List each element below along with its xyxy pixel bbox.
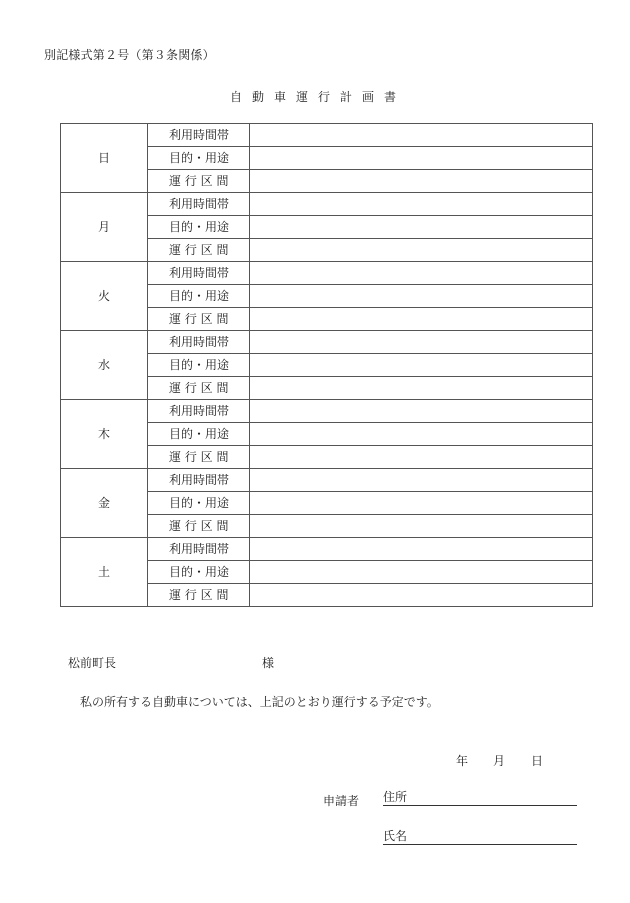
statement: 私の所有する自動車については、上記のとおり運行する予定です。 [80, 695, 439, 709]
applicant-label: 申請者 [323, 794, 360, 808]
item-label: 運 行 区 間 [148, 446, 250, 469]
day-label: 土 [61, 538, 148, 607]
value-field[interactable] [250, 400, 593, 423]
date-month-label: 月 [493, 754, 506, 768]
value-field[interactable] [250, 446, 593, 469]
value-field[interactable] [250, 239, 593, 262]
item-label: 利用時間帯 [148, 124, 250, 147]
schedule-row [61, 469, 593, 492]
item-label: 利用時間帯 [148, 400, 250, 423]
value-field[interactable] [250, 124, 593, 147]
item-label: 目的・用途 [148, 423, 250, 446]
value-field[interactable] [250, 193, 593, 216]
schedule-row [61, 331, 593, 354]
value-field[interactable] [250, 561, 593, 584]
address-label: 住所 [383, 790, 408, 804]
name-field[interactable] [383, 828, 577, 845]
item-label: 目的・用途 [148, 147, 250, 170]
item-label: 運 行 区 間 [148, 308, 250, 331]
honorific: 様 [262, 656, 275, 670]
date-year-label: 年 [456, 754, 469, 768]
value-field[interactable] [250, 262, 593, 285]
address-field[interactable] [383, 789, 577, 806]
value-field[interactable] [250, 515, 593, 538]
item-label: 運 行 区 間 [148, 239, 250, 262]
item-label: 利用時間帯 [148, 538, 250, 561]
value-field[interactable] [250, 285, 593, 308]
value-field[interactable] [250, 377, 593, 400]
item-label: 利用時間帯 [148, 193, 250, 216]
item-label: 目的・用途 [148, 492, 250, 515]
item-label: 目的・用途 [148, 354, 250, 377]
value-field[interactable] [250, 423, 593, 446]
day-label: 水 [61, 331, 148, 400]
day-label: 日 [61, 124, 148, 193]
item-label: 目的・用途 [148, 285, 250, 308]
value-field[interactable] [250, 308, 593, 331]
name-label: 氏名 [383, 829, 408, 843]
value-field[interactable] [250, 216, 593, 239]
item-label: 運 行 区 間 [148, 584, 250, 607]
value-field[interactable] [250, 492, 593, 515]
item-label: 利用時間帯 [148, 469, 250, 492]
value-field[interactable] [250, 354, 593, 377]
schedule-row [61, 124, 593, 147]
day-label: 木 [61, 400, 148, 469]
schedule-row [61, 262, 593, 285]
form-number: 別記様式第２号（第３条関係） [44, 48, 215, 62]
item-label: 運 行 区 間 [148, 170, 250, 193]
schedule-row [61, 538, 593, 561]
day-label: 金 [61, 469, 148, 538]
document-title: 自動車運行計画書 [229, 90, 406, 104]
schedule-row [61, 400, 593, 423]
schedule-table [60, 123, 593, 607]
value-field[interactable] [250, 469, 593, 492]
item-label: 利用時間帯 [148, 262, 250, 285]
item-label: 運 行 区 間 [148, 515, 250, 538]
value-field[interactable] [250, 147, 593, 170]
value-field[interactable] [250, 584, 593, 607]
value-field[interactable] [250, 170, 593, 193]
day-label: 月 [61, 193, 148, 262]
day-label: 火 [61, 262, 148, 331]
addressee: 松前町長 [68, 656, 117, 670]
schedule-row [61, 193, 593, 216]
value-field[interactable] [250, 331, 593, 354]
item-label: 目的・用途 [148, 216, 250, 239]
item-label: 利用時間帯 [148, 331, 250, 354]
item-label: 目的・用途 [148, 561, 250, 584]
item-label: 運 行 区 間 [148, 377, 250, 400]
value-field[interactable] [250, 538, 593, 561]
date-day-label: 日 [531, 754, 544, 768]
